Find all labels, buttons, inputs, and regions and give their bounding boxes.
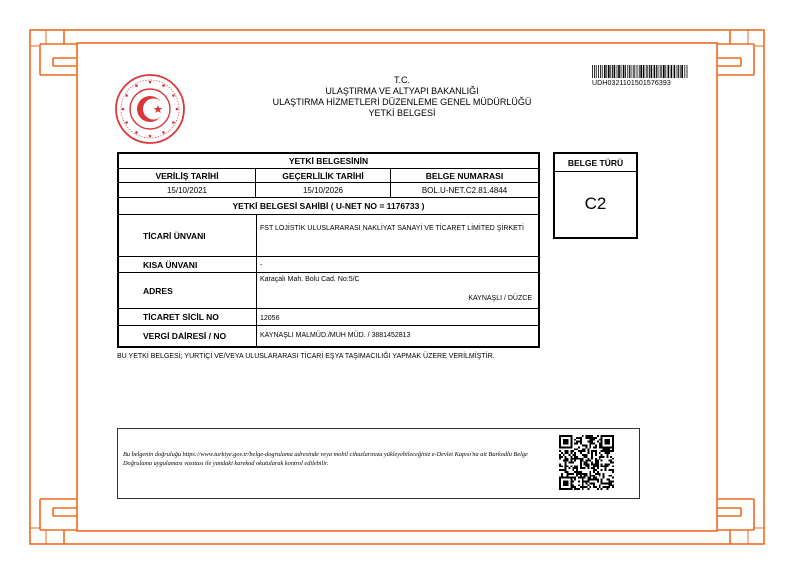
table-title-row: [119, 154, 538, 169]
trade-registry-label: TİCARET SİCİL NO: [143, 312, 219, 322]
verification-text: Bu belgenin doğruluğu https://www.turkiye.gov.tr/belge-dogrulama adresinde veya mobil cihazlarınıza yükleyebileceğiniz e-Devlet Kapısı'na ait Barkodlu Belge Doğrulama uygulaması vasıtası ile yandaki karekod okutularak kontrol edilebilir.: [123, 451, 528, 467]
address-value: Karaçalı Mah. Bolu Cad. No:5/C: [260, 276, 360, 283]
authorization-note: BU YETKİ BELGESİ; YURTİÇİ VE/VEYA ULUSLARARASI TİCARİ EŞYA TAŞIMACILIĞI YAPMAK ÜZERE VERİLMİŞTİR.: [117, 353, 495, 360]
header-directorate: ULAŞTIRMA HİZMETLERİ DÜZENLEME GENEL MÜDÜRLÜĞÜ: [272, 97, 532, 107]
issue-date-header: VERİLİŞ TARİHİ: [155, 170, 219, 181]
validity-date-value: 15/10/2026: [255, 183, 390, 197]
address-label: ADRES: [143, 285, 173, 296]
address-cell: [256, 273, 538, 308]
table-row: [119, 273, 538, 309]
short-name-value: -: [256, 257, 538, 272]
table-title: YETKİ BELGESİNİN: [288, 156, 369, 166]
document-code: UDH0321101501576393: [592, 80, 671, 87]
barcode: [592, 65, 688, 78]
trade-name-label: TİCARİ ÜNVANI: [143, 230, 206, 241]
certificate-table: [117, 152, 540, 348]
header-ministry: ULAŞTIRMA VE ALTYAPI BAKANLIĞI: [325, 86, 479, 96]
table-value-row: [119, 183, 538, 198]
tax-office-label: VERGİ DAİRESİ / NO: [143, 331, 227, 341]
document-type-box: [553, 152, 638, 239]
short-name-label: KISA ÜNVANI: [143, 259, 198, 270]
table-header-row: [119, 169, 538, 183]
verification-box: [117, 428, 640, 499]
qr-code[interactable]: [559, 434, 614, 491]
address-city: KAYNAŞLI / DÜZCE: [468, 295, 532, 302]
document-type-value: C2: [584, 194, 607, 213]
table-row: [119, 326, 538, 346]
header-document-type: YETKİ BELGESİ: [368, 108, 436, 118]
document-number-value: BOL.U-NET.C2.81.4844: [390, 183, 538, 197]
owner-header: YETKİ BELGESİ SAHİBİ ( U-NET NO = 1176733 ): [232, 201, 425, 211]
document-type-title: BELGE TÜRÜ: [555, 154, 636, 172]
header-tc: T.C.: [393, 75, 410, 85]
validity-date-header: GEÇERLİLİK TARİHİ: [255, 169, 390, 182]
document-number-header: BELGE NUMARASI: [390, 169, 538, 182]
table-row: [119, 215, 538, 257]
owner-header-row: [119, 198, 538, 215]
trade-name-value: FST LOJİSTİK ULUSLARARASI NAKLİYAT SANAYİ VE TİCARET LİMİTED ŞİRKETİ: [256, 215, 538, 256]
tax-office-value: KAYNAŞLI MALMÜD./MUH MÜD. / 3881452813: [256, 326, 538, 346]
trade-registry-value: 12056: [256, 309, 538, 325]
table-row: [119, 257, 538, 273]
ministry-seal-emblem: [114, 73, 186, 145]
issue-date-value: 15/10/2021: [166, 185, 208, 195]
table-row: [119, 309, 538, 326]
